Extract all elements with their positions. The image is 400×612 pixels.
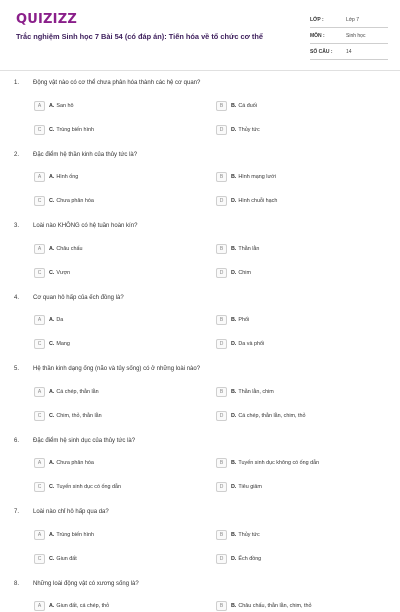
- option-letter-box: A: [34, 315, 45, 325]
- meta-key: MÔN :: [310, 32, 325, 39]
- answer-option[interactable]: [216, 553, 261, 564]
- question-number: 4.: [14, 294, 20, 301]
- option-letter: D.: [231, 269, 237, 276]
- option-letter-box: A: [34, 244, 45, 254]
- option-text: Thủy tức: [238, 126, 260, 133]
- option-letter-box: A: [34, 530, 45, 540]
- option-text: Da và phổi: [238, 341, 265, 347]
- option-letter-box: C: [34, 411, 45, 421]
- option-letter: C.: [49, 198, 55, 204]
- option-letter: B.: [231, 460, 237, 466]
- option-letter-box: B: [216, 530, 227, 540]
- option-letter-box: D: [216, 339, 227, 349]
- answer-option[interactable]: [34, 124, 94, 135]
- option-text: Thủy tức: [238, 531, 260, 538]
- answer-option[interactable]: [216, 458, 319, 469]
- option-letter-box: A: [34, 601, 45, 611]
- option-letter-box: B: [216, 244, 227, 254]
- option-letter: D.: [231, 198, 237, 204]
- answer-option[interactable]: [34, 458, 94, 469]
- option-letter: A.: [49, 531, 55, 538]
- answer-option[interactable]: [216, 267, 251, 278]
- option-text: Châu chấu, thằn lằn, chim, thỏ: [238, 603, 312, 609]
- option-letter-box: D: [216, 196, 227, 206]
- answer-option[interactable]: [34, 172, 78, 183]
- option-letter: A.: [49, 102, 55, 109]
- option-letter: D.: [231, 341, 237, 347]
- question-text: Loài nào chỉ hô hấp qua da?: [33, 509, 109, 515]
- option-letter-box: A: [34, 458, 45, 468]
- answer-option[interactable]: [34, 243, 82, 254]
- option-letter-box: B: [216, 601, 227, 611]
- option-letter-box: D: [216, 125, 227, 135]
- option-letter-box: B: [216, 458, 227, 468]
- option-letter: A.: [49, 460, 55, 466]
- option-text: Chưa phân hóa: [56, 198, 94, 204]
- question-number: 2.: [14, 151, 20, 158]
- question-text: Loài nào KHÔNG có hệ tuần hoàn kín?: [33, 223, 138, 229]
- option-letter: C.: [49, 412, 55, 419]
- option-letter: B.: [231, 603, 237, 609]
- option-letter: A.: [49, 317, 55, 323]
- option-letter-box: C: [34, 268, 45, 278]
- answer-option[interactable]: [216, 386, 274, 397]
- option-text: Cá đuối: [238, 102, 257, 109]
- question-text: Đặc điểm hệ sinh dục của thủy tức là?: [33, 437, 136, 444]
- option-letter: B.: [231, 174, 237, 180]
- answer-option[interactable]: [34, 482, 121, 493]
- option-letter-box: C: [34, 554, 45, 564]
- answer-option[interactable]: [216, 339, 264, 350]
- question-text: Động vật nào có cơ thể chưa phân hóa thành các hệ cơ quan?: [33, 80, 201, 86]
- option-letter: A.: [49, 245, 55, 252]
- answer-option[interactable]: [34, 601, 109, 612]
- option-letter-box: C: [34, 482, 45, 492]
- option-letter: B.: [231, 531, 237, 538]
- option-text: Chưa phân hóa: [56, 460, 94, 466]
- answer-option[interactable]: [216, 410, 306, 421]
- option-text: Giun đất, cá chép, thỏ: [56, 603, 110, 609]
- answer-option[interactable]: [34, 267, 70, 278]
- option-letter-box: D: [216, 482, 227, 492]
- meta-value: Sinh học: [346, 32, 366, 39]
- option-text: Hình mạng lưới: [238, 174, 276, 180]
- option-text: Phổi: [238, 317, 250, 323]
- option-letter: C.: [49, 126, 55, 133]
- option-text: Da: [56, 317, 64, 323]
- meta-value: 14: [346, 48, 352, 55]
- answer-option[interactable]: [34, 315, 63, 326]
- option-letter: B.: [231, 102, 237, 109]
- meta-key: SỐ CÂU :: [310, 48, 333, 55]
- option-letter-box: B: [216, 315, 227, 325]
- option-letter-box: A: [34, 101, 45, 111]
- answer-option[interactable]: [216, 124, 260, 135]
- option-letter-box: D: [216, 268, 227, 278]
- question-number: 8.: [14, 580, 20, 587]
- answer-option[interactable]: [34, 196, 94, 207]
- meta-row-count: [310, 44, 388, 60]
- option-letter-box: D: [216, 554, 227, 564]
- answer-option[interactable]: [216, 601, 312, 612]
- option-text: Mang: [56, 341, 70, 347]
- option-text: Tuyến sinh dục có ống dẫn: [56, 484, 121, 490]
- option-text: Thằn lằn: [238, 245, 260, 252]
- question-number: 3.: [14, 223, 20, 229]
- question-number: 5.: [14, 366, 20, 372]
- option-letter: A.: [49, 603, 55, 609]
- answer-option[interactable]: [216, 172, 276, 183]
- answer-option[interactable]: [34, 553, 77, 564]
- option-text: Trùng biến hình: [56, 531, 94, 538]
- option-letter-box: B: [216, 172, 227, 182]
- question-text: Cơ quan hô hấp của ếch đồng là?: [33, 294, 124, 301]
- answer-option[interactable]: [216, 100, 257, 111]
- answer-option[interactable]: [216, 196, 277, 207]
- option-text: Vượn: [56, 269, 71, 276]
- option-text: Chim, thỏ, thằn lằn: [56, 412, 102, 419]
- answer-option[interactable]: [216, 482, 262, 493]
- option-letter-box: C: [34, 339, 45, 349]
- option-letter-box: A: [34, 387, 45, 397]
- answer-option[interactable]: [216, 529, 260, 540]
- option-letter-box: C: [34, 196, 45, 206]
- option-text: Tiêu giảm: [238, 484, 262, 490]
- option-letter: B.: [231, 317, 237, 323]
- answer-option[interactable]: [34, 386, 99, 397]
- worksheet-title: Trắc nghiệm Sinh học 7 Bài 54 (có đáp án): Tiến hóa về tổ chức cơ thể: [16, 32, 264, 41]
- question-text: Hệ thần kinh dạng ống (não và tủy sống) có ở những loài nào?: [33, 366, 201, 372]
- answer-option[interactable]: [216, 243, 259, 254]
- question-number: 1.: [14, 80, 20, 86]
- answer-option[interactable]: [34, 410, 102, 421]
- option-text: Cá chép, thằn lằn, chim, thỏ: [238, 412, 306, 419]
- option-text: Chim: [238, 269, 251, 276]
- option-letter: C.: [49, 484, 55, 490]
- answer-option[interactable]: [34, 339, 70, 350]
- question-text: Đặc điểm hệ thần kinh của thủy tức là?: [33, 151, 138, 158]
- option-letter: D.: [231, 412, 237, 419]
- option-text: Ếch đồng: [238, 555, 262, 562]
- option-letter: D.: [231, 555, 237, 562]
- meta-row-class: [310, 12, 388, 28]
- option-text: Châu chấu: [56, 245, 83, 252]
- option-text: Hình chuỗi hạch: [238, 198, 278, 204]
- option-text: San hô: [56, 102, 74, 109]
- option-text: Trùng biến hình: [56, 126, 94, 133]
- header-divider: [0, 70, 400, 71]
- option-letter-box: D: [216, 411, 227, 421]
- answer-option[interactable]: [34, 100, 74, 111]
- option-letter: B.: [231, 245, 237, 252]
- answer-option[interactable]: [216, 315, 249, 326]
- meta-table: [310, 12, 388, 60]
- answer-option[interactable]: [34, 529, 94, 540]
- option-letter-box: A: [34, 172, 45, 182]
- meta-row-subject: [310, 28, 388, 44]
- option-text: Thằn lằn, chim: [238, 388, 274, 395]
- option-letter: C.: [49, 341, 55, 347]
- option-letter: A.: [49, 388, 55, 395]
- option-letter: A.: [49, 174, 55, 180]
- option-letter-box: C: [34, 125, 45, 135]
- option-letter-box: B: [216, 101, 227, 111]
- option-letter: C.: [49, 269, 55, 276]
- option-text: Giun đất: [56, 555, 77, 562]
- meta-key: LỚP :: [310, 16, 324, 23]
- meta-value: Lớp 7: [346, 16, 360, 23]
- option-text: Cá chép, thằn lằn: [56, 388, 99, 395]
- option-letter: D.: [231, 484, 237, 490]
- option-letter: D.: [231, 126, 237, 133]
- option-letter-box: B: [216, 387, 227, 397]
- option-letter: B.: [231, 388, 237, 395]
- option-text: Tuyến sinh dục không có ống dẫn: [238, 460, 320, 466]
- question-number: 7.: [14, 509, 20, 515]
- question-number: 6.: [14, 437, 20, 444]
- option-text: Hình ống: [56, 174, 79, 180]
- quizizz-logo: QUIZIZZ: [16, 12, 77, 27]
- option-letter: C.: [49, 555, 55, 562]
- question-text: Những loài động vật có xương sống là?: [33, 580, 139, 587]
